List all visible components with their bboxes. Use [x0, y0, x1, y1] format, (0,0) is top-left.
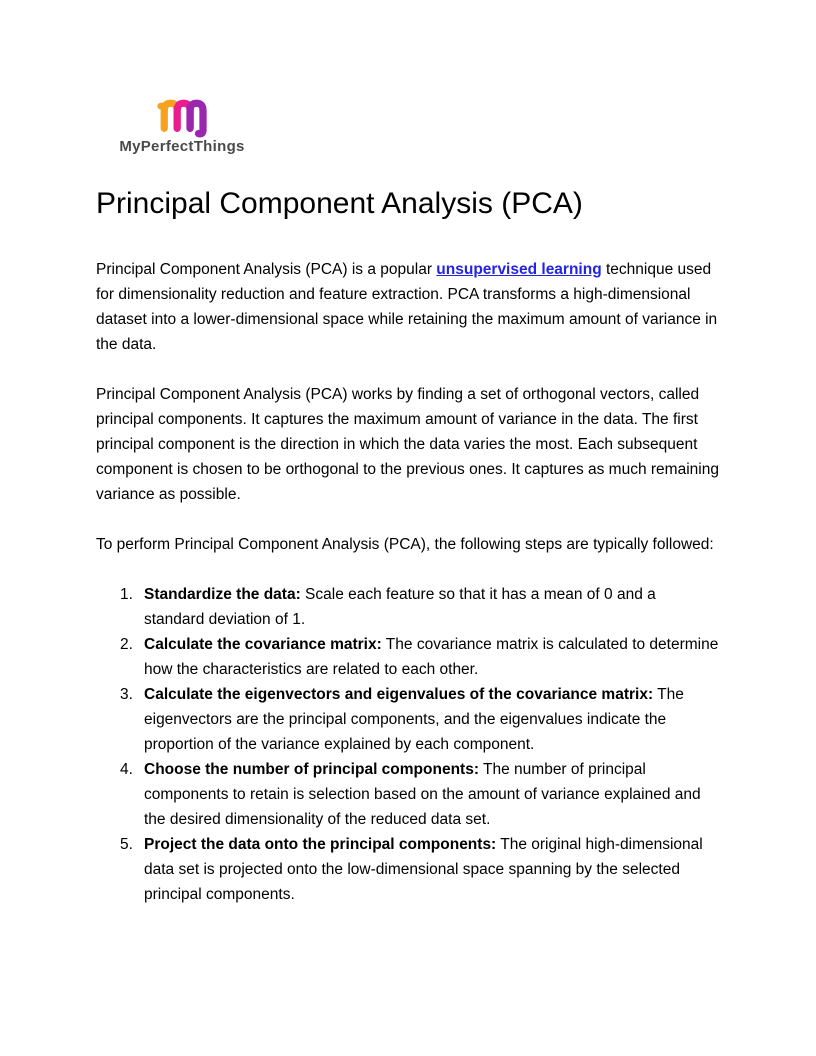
list-item-lead: Choose the number of principal components:: [144, 761, 479, 778]
list-item-text: The covariance matrix is calculated to determine how the characteristics are related to each other.: [144, 636, 719, 678]
list-item-number: 1.: [120, 586, 133, 603]
document-content: [96, 0, 720, 907]
paragraph-intro-text-before: Principal Component Analysis (PCA) is a popular: [96, 261, 437, 278]
list-item: [96, 832, 720, 907]
list-item: [96, 582, 720, 632]
list-item-lead: Standardize the data:: [144, 586, 301, 603]
paragraph-intro-text-after: technique used for dimensionality reduction and feature extraction. PCA transforms a high-dimensional dataset into a lower-dimensional space while retaining the maximum amount of variance in the data.: [96, 261, 718, 353]
list-item-text: The number of principal components to retain is selection based on the amount of variance explained and the desired dimensionality of the reduced data set.: [144, 761, 701, 828]
list-item-number: 2.: [120, 636, 133, 653]
unsupervised-learning-link[interactable]: unsupervised learning: [436, 261, 602, 278]
list-item: [96, 682, 720, 757]
paragraph-intro: [96, 257, 720, 357]
list-item-text: The original high-dimensional data set is projected onto the low-dimensional space spanning by the selected principal components.: [144, 836, 703, 903]
myperfectthings-m-icon: [156, 96, 208, 138]
list-item-lead: Calculate the eigenvectors and eigenvalues of the covariance matrix:: [144, 686, 654, 703]
list-item-text: The eigenvectors are the principal components, and the eigenvalues indicate the proportion of the variance explained by each component.: [144, 686, 684, 753]
list-item: [96, 632, 720, 682]
list-item: [96, 757, 720, 832]
pca-steps-list: [96, 582, 720, 907]
list-item-number: 3.: [120, 686, 133, 703]
myperfectthings-logo: [114, 96, 250, 155]
myperfectthings-logo-text: MyPerfectThings: [119, 138, 245, 155]
paragraph-steps-intro: To perform Principal Component Analysis (PCA), the following steps are typically followed:: [96, 536, 714, 553]
list-item-text: Scale each feature so that it has a mean of 0 and a standard deviation of 1.: [144, 586, 656, 628]
list-item-number: 4.: [120, 761, 133, 778]
list-item-lead: Calculate the covariance matrix:: [144, 636, 382, 653]
page-title: Principal Component Analysis (PCA): [96, 187, 583, 220]
paragraph-how-it-works: Principal Component Analysis (PCA) works by finding a set of orthogonal vectors, called principal components. It captures the maximum amount of variance in the data. The first principal component is the direction in which the data varies the most. Each subsequent component is chosen to be orthogonal to the previous ones. It captures as much remaining variance as possible.: [96, 386, 719, 503]
list-item-lead: Project the data onto the principal components:: [144, 836, 497, 853]
list-item-number: 5.: [120, 836, 133, 853]
